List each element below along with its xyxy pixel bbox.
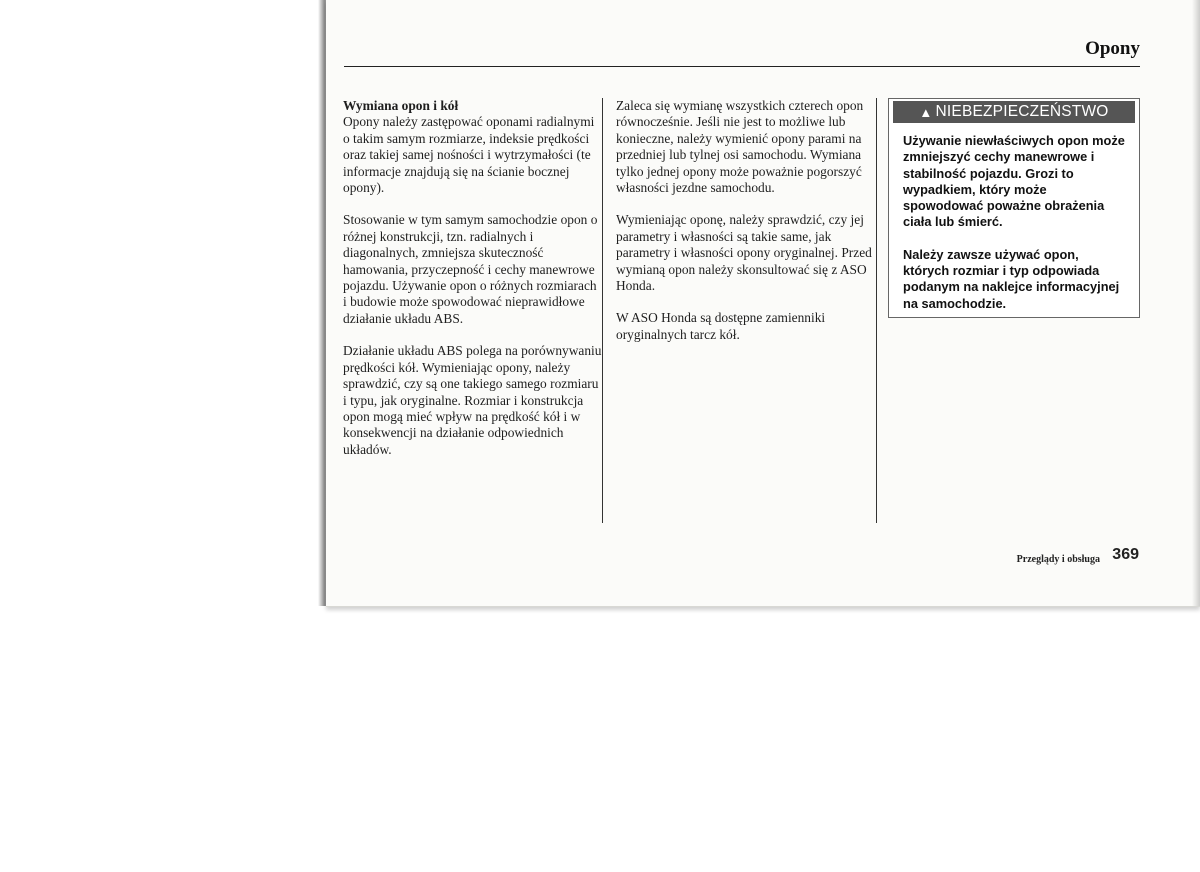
paragraph: Wymieniając oponę, należy sprawdzić, czy jej parametry i własności są takie same, jak parametry i własności opony oryginalnej. Przed wymianą opon należy skonsultować się z ASO Honda. [616, 212, 872, 294]
text-column-1 [343, 98, 603, 474]
section-title: Opony [1085, 38, 1140, 59]
paragraph: Stosowanie w tym samym samochodzie opon o różnej konstrukcji, tzn. radialnych i diagonalnych, zmniejsza skuteczność hamowania, przyczepność i cechy manewrowe pojazdu. Używanie opon o różnych rozmiarach i budowie może spowodować nieprawidłowe działanie układu ABS. [343, 212, 598, 326]
warning-text: Należy zawsze używać opon, których rozmiar i typ odpowiada podanym na naklejce informacyjnej na samochodzie. [903, 246, 1120, 311]
danger-warning-box [888, 98, 1140, 318]
paragraph: W ASO Honda są dostępne zamienniki oryginalnych tarcz kół. [616, 310, 826, 342]
column-divider [876, 98, 877, 523]
manual-page [326, 0, 1200, 607]
warning-title: NIEBEZPIECZEŃSTWO [935, 103, 1109, 120]
paragraph: Działanie układu ABS polega na porównywaniu prędkości kół. Wymieniając opony, należy sprawdzić, czy są one takiego samego rozmiaru i typu, jak oryginalne. Rozmiar i konstrukcja opon mogą mieć wpływ na prędkość kół i w konsekwencji na działanie odpowiednich układów. [343, 343, 602, 457]
subheading: Wymiana opon i kół [343, 98, 459, 113]
column-divider [602, 98, 603, 523]
paragraph: Zaleca się wymianę wszystkich czterech opon równocześnie. Jeśli nie jest to możliwe lub konieczne, należy wymienić opony parami na przedniej lub tylnej osi samochodu. Wymiana tylko jednej opony może poważnie pogorszyć własności jezdne samochodu. [616, 98, 864, 196]
paragraph [343, 98, 603, 196]
page-edge-shadow [1192, 0, 1200, 606]
footer-section-label: Przeglądy i obsługa [1016, 554, 1100, 565]
text-column-2 [616, 98, 876, 359]
warning-header [893, 101, 1135, 123]
paragraph-text: Opony należy zastępować oponami radialnymi o takim samym rozmiarze, indeksie prędkości oraz takiej samej nośności i wytrzymałości (te informacje znajdują się na ścianie bocznej opony). [343, 114, 595, 196]
warning-body [889, 123, 1139, 312]
page-number: 369 [1112, 546, 1139, 563]
header-rule [344, 66, 1140, 67]
warning-text: Używanie niewłaściwych opon może zmniejszyć cechy manewrowe i stabilność pojazdu. Grozi to wypadkiem, który może spowodować poważne obrażenia ciała lub śmierć. [903, 133, 1125, 230]
warning-triangle-icon: ▲ [919, 104, 933, 120]
